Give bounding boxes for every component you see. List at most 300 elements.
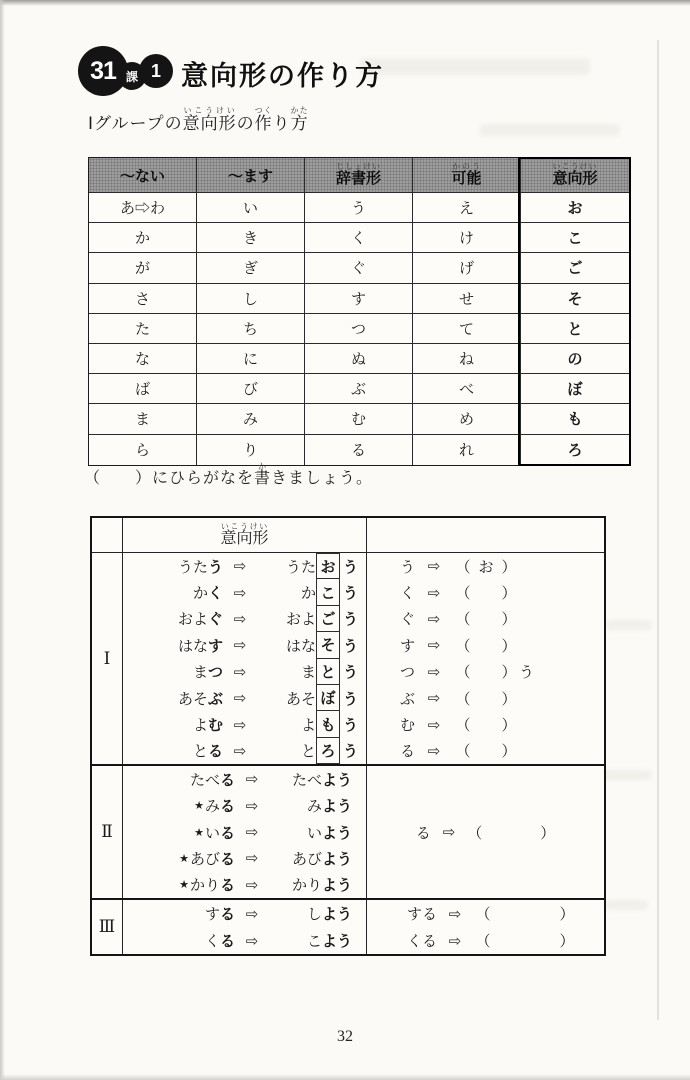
table1-header-cell [89, 158, 197, 193]
result-suffix: よう [321, 798, 352, 816]
result-stem: あそ [285, 691, 316, 708]
section-heading [88, 106, 309, 134]
result-suffix: う [343, 585, 359, 603]
source-verb [123, 579, 223, 605]
heading-segment [254, 106, 273, 133]
heading-segment [290, 106, 309, 133]
heading-segment [182, 106, 237, 133]
instruction-text: きましょう。 [271, 470, 374, 487]
result-suffix: う [343, 664, 359, 682]
star-icon: ★ [179, 852, 189, 865]
conjugation-row [123, 579, 366, 605]
exercise-row [367, 606, 604, 632]
source-stem: か [192, 586, 208, 603]
result-stem: うた [285, 559, 316, 576]
result-stem: か [300, 586, 316, 603]
arrow-icon: ⇨ [245, 849, 259, 868]
arrow-icon: ⇨ [245, 875, 259, 894]
source-ending: く [207, 585, 223, 603]
table1-cell: り [197, 435, 305, 465]
exercise-answer [473, 632, 499, 658]
source-stem: はな [177, 638, 208, 655]
result-verb [269, 766, 366, 792]
result-suffix: よう [321, 877, 352, 895]
table2-group [92, 553, 604, 764]
trailing-char [519, 711, 604, 737]
group-right-column [367, 553, 604, 764]
conjugation-row [123, 845, 366, 871]
result-suffix: う [343, 717, 359, 735]
table1-cell: げ [413, 253, 521, 283]
table1-cell: い [197, 193, 305, 223]
result-stem: あび [291, 851, 322, 868]
open-paren: （ [455, 612, 471, 629]
conjugation-row [123, 927, 366, 954]
table1-header-label [228, 165, 273, 186]
exercise-answer [473, 579, 499, 605]
result-suffix: う [343, 637, 359, 655]
star-icon: ★ [179, 879, 189, 892]
source-stem: およ [177, 612, 208, 629]
lesson-part: 1 [150, 60, 161, 81]
star-icon: ★ [194, 826, 204, 839]
group-label: Ⅱ [92, 766, 123, 898]
arrow-icon: ⇨ [427, 636, 441, 655]
exercise-row [367, 553, 604, 579]
furigana: じしょけい [335, 162, 381, 171]
result-suffix: よう [321, 771, 352, 789]
result-suffix: う [343, 690, 359, 708]
furigana: かた [290, 106, 309, 115]
arrow-icon: ⇨ [427, 609, 441, 628]
conjugation-row [123, 819, 366, 845]
exercise-char: くる [406, 934, 437, 951]
source-verb [123, 685, 223, 711]
arrow-icon: ⇨ [245, 823, 259, 842]
group-right-column [367, 900, 604, 954]
arrow-icon: ⇨ [427, 557, 441, 576]
source-ending: る [219, 824, 235, 842]
exercise-char: る [399, 744, 415, 761]
open-paren: （ [455, 744, 471, 761]
arrow-icon: ⇨ [448, 931, 462, 950]
arrow-icon: ⇨ [233, 689, 247, 708]
exercise-instruction [84, 462, 373, 488]
arrow-icon: ⇨ [233, 662, 247, 681]
source-verb [123, 845, 235, 871]
source-verb [123, 632, 223, 658]
result-stem: ま [300, 665, 316, 682]
page-edge-shadow-bottom [0, 1074, 690, 1080]
heading-text: り [272, 114, 291, 133]
table1-cell: え [413, 193, 521, 223]
header-text: 可能 [451, 170, 482, 187]
answer-box: ろ [316, 738, 340, 764]
furigana: いこうけい [552, 162, 598, 171]
result-stem: およ [285, 612, 316, 629]
table1-cell: あ⇨わ [89, 193, 197, 223]
table1-cell: く [305, 223, 413, 253]
page-edge-shadow-top [0, 0, 690, 6]
table1-cell: る [305, 435, 413, 465]
close-paren: ） [501, 612, 517, 629]
source-ending: る [219, 933, 235, 951]
source-ending: ぶ [207, 690, 223, 708]
trailing-char [519, 579, 604, 605]
instruction-text: 書 [254, 470, 272, 487]
source-stem: あび [189, 851, 220, 868]
table1-cell: ば [89, 374, 197, 404]
lesson-kanji: 課 [125, 69, 138, 84]
instruction-segment [271, 470, 373, 487]
table1-cell: ち [197, 314, 305, 344]
source-ending: る [219, 877, 235, 895]
close-paren: ） [501, 691, 517, 708]
table2-header-mid-cell [123, 518, 367, 552]
table1-cell: ぎ [197, 253, 305, 283]
table1-header-label [336, 162, 381, 188]
table1-cell: て [413, 314, 521, 344]
close-paren: ） [501, 665, 517, 682]
close-paren: ） [501, 718, 517, 735]
star-icon: ★ [194, 800, 204, 813]
open-paren: （ [455, 665, 471, 682]
exercise-row [367, 659, 604, 685]
source-ending: う [207, 558, 223, 576]
exercise-answer [473, 606, 499, 632]
table1-cell: ぶ [305, 374, 413, 404]
exercise-row [367, 927, 604, 954]
table1-cell: べ [413, 374, 521, 404]
table1-header-cell [197, 158, 305, 193]
heading-segment [88, 114, 183, 133]
source-stem: い [204, 825, 220, 842]
conjugation-row [123, 766, 366, 792]
open-paren: （ [455, 638, 471, 655]
source-verb [123, 872, 235, 898]
result-verb [269, 845, 366, 871]
arrow-icon: ⇨ [233, 715, 247, 734]
exercise-char: す [399, 638, 415, 655]
source-stem: たべ [189, 772, 220, 789]
arrow-icon: ⇨ [427, 662, 441, 681]
answer-box: こ [316, 579, 340, 605]
header-text: ～ない [119, 167, 165, 185]
result-suffix: う [343, 611, 359, 629]
table1-cell: の [521, 344, 629, 374]
table1-cell: み [197, 404, 305, 434]
conjugation-row [123, 900, 366, 927]
exercise-answer [473, 659, 499, 685]
result-verb [269, 900, 366, 927]
result-stem: かり [291, 878, 322, 895]
heading-text: 意向形 [182, 114, 237, 133]
table2-header-left-cell [92, 518, 123, 552]
exercise-answer [473, 711, 499, 737]
table1-cell: お [521, 193, 629, 223]
heading-text: の [236, 114, 255, 133]
heading-segment [237, 114, 255, 133]
print-bleed-artifact [480, 124, 620, 136]
exercise-answer [493, 927, 557, 954]
answer-box: も [316, 711, 340, 737]
table1-header-cell [521, 158, 629, 193]
conjugation-chart-table [88, 157, 630, 466]
header-text: ～ます [227, 167, 273, 185]
source-verb [123, 659, 223, 685]
answer-box: ご [316, 606, 340, 632]
source-ending: つ [207, 664, 223, 682]
source-verb [123, 927, 235, 954]
table1-cell: と [521, 314, 629, 344]
trailing-char [519, 553, 604, 579]
header-text: 意向形 [220, 530, 269, 547]
print-bleed-artifact [360, 58, 590, 75]
print-bleed-artifact [600, 770, 652, 780]
instruction-segment [254, 462, 272, 487]
result-stem: よ [300, 718, 316, 735]
result-suffix: よう [321, 850, 352, 868]
result-suffix: よう [321, 824, 352, 842]
trailing-char [519, 738, 604, 764]
page-edge-shadow-left [0, 0, 5, 1080]
result-stem: はな [285, 638, 316, 655]
table1-header-label [552, 162, 597, 188]
source-verb [123, 766, 235, 792]
table1-header-label [451, 162, 481, 188]
table1-cell: ろ [567, 442, 583, 460]
exercise-row [367, 738, 604, 764]
table1-cell: か [89, 223, 197, 253]
source-stem: と [192, 744, 208, 761]
exercise-table [90, 516, 606, 956]
table1-cell: ぐ [305, 253, 413, 283]
source-ending: る [219, 771, 235, 789]
arrow-icon: ⇨ [233, 583, 247, 602]
header-text: 意向形 [552, 170, 598, 187]
source-ending: ぐ [207, 611, 223, 629]
table1-cell: も [521, 404, 629, 434]
group-mid-column [123, 900, 367, 954]
table1-cell: が [89, 253, 197, 283]
source-ending: む [207, 717, 223, 735]
table2-header-label [220, 522, 268, 548]
source-stem: み [204, 799, 220, 816]
source-stem: よ [192, 718, 208, 735]
exercise-char: つ [399, 665, 415, 682]
open-paren: （ [475, 934, 491, 951]
source-verb [123, 606, 223, 632]
result-stem: み [306, 799, 322, 816]
arrow-icon: ⇨ [448, 904, 462, 923]
source-verb [123, 711, 223, 737]
result-suffix: よう [321, 933, 352, 951]
table1-cell: き [197, 223, 305, 253]
furigana: かのう [451, 162, 482, 171]
answer-box: ぼ [316, 685, 340, 711]
trailing-char [519, 685, 604, 711]
result-stem: こ [306, 934, 322, 951]
answer-box: と [316, 659, 340, 685]
table1-header-label [120, 165, 165, 186]
close-paren: ） [501, 586, 517, 603]
furigana: いこうけい [220, 522, 269, 531]
furigana: いこうけい [182, 106, 237, 115]
furigana: つく [254, 106, 273, 115]
exercise-answer: お [478, 559, 494, 576]
exercise-row [367, 685, 604, 711]
arrow-icon: ⇨ [233, 557, 247, 576]
table1-cell: ぬ [305, 344, 413, 374]
instruction-segment [84, 470, 254, 487]
group-right-column [367, 766, 604, 898]
result-verb [269, 927, 366, 954]
exercise-row [367, 711, 604, 737]
conjugation-row [123, 872, 366, 898]
arrow-icon: ⇨ [245, 931, 259, 950]
conjugation-row [123, 793, 366, 819]
table2-group [92, 898, 604, 954]
table1-cell: に [197, 344, 305, 374]
group-label: Ⅲ [92, 900, 123, 954]
close-paren: ） [559, 934, 575, 951]
conjugation-row [123, 632, 366, 658]
source-ending: る [219, 798, 235, 816]
table1-cell: せ [413, 284, 521, 314]
conjugation-row [123, 711, 366, 737]
result-suffix: う [343, 558, 359, 576]
result-verb [269, 793, 366, 819]
exercise-answer [493, 900, 557, 927]
result-suffix: よう [321, 906, 352, 924]
table1-cell: れ [413, 435, 521, 465]
table1-header-cell [305, 158, 413, 193]
table1-cell: け [413, 223, 521, 253]
conjugation-row [123, 738, 366, 764]
source-ending: す [207, 637, 223, 655]
exercise-char: ぶ [399, 691, 415, 708]
exercise-char: む [399, 718, 415, 735]
furigana: か [254, 462, 272, 471]
source-stem: ま [192, 665, 208, 682]
table1-cell: ら [89, 435, 197, 465]
answer-box: そ [316, 632, 340, 658]
source-ending: る [207, 743, 223, 761]
table1-header-cell [413, 158, 521, 193]
source-stem: かり [189, 878, 220, 895]
exercise-char: る [415, 825, 431, 842]
table1-cell: ご [521, 253, 629, 283]
close-paren: ） [501, 559, 517, 576]
source-ending: る [219, 850, 235, 868]
print-bleed-artifact [606, 620, 652, 630]
table1-cell: ぼ [521, 374, 629, 404]
arrow-icon: ⇨ [245, 904, 259, 923]
source-verb [123, 738, 223, 764]
arrow-icon: ⇨ [427, 741, 441, 760]
table1-cell: む [305, 404, 413, 434]
source-stem: あそ [177, 691, 208, 708]
table1-cell: ま [89, 404, 197, 434]
open-paren: （ [455, 586, 471, 603]
table1-cell: め [413, 404, 521, 434]
arrow-icon: ⇨ [233, 741, 247, 760]
arrow-icon: ⇨ [245, 796, 259, 815]
header-text: 辞書形 [335, 170, 381, 187]
table1-cell: し [197, 284, 305, 314]
trailing-char: う [519, 665, 535, 682]
heading-text: Ⅰグループの [88, 114, 183, 133]
exercise-char: う [399, 559, 415, 576]
table1-cell: な [89, 344, 197, 374]
source-verb [123, 900, 235, 927]
close-paren: ） [559, 907, 575, 924]
lesson-number: 31 [90, 56, 116, 85]
open-paren: （ [455, 691, 471, 708]
heading-text: 方 [290, 114, 309, 133]
arrow-icon: ⇨ [427, 689, 441, 708]
table1-cell: ね [413, 344, 521, 374]
arrow-icon: ⇨ [427, 583, 441, 602]
table1-cell: さ [89, 284, 197, 314]
result-verb [269, 872, 366, 898]
source-stem: す [204, 907, 220, 924]
source-verb [123, 793, 235, 819]
result-stem: と [300, 744, 316, 761]
group-mid-column [123, 553, 367, 764]
page-title: 意向形の作り方 [181, 61, 384, 91]
conjugation-row [123, 685, 366, 711]
conjugation-row [123, 659, 366, 685]
open-paren: （ [467, 825, 483, 842]
source-verb [123, 819, 235, 845]
result-stem: たべ [291, 772, 322, 789]
group-mid-column [123, 766, 367, 898]
heading-segment [273, 114, 291, 133]
exercise-answer [473, 685, 499, 711]
table1-cell: つ [305, 314, 413, 344]
exercise-row [367, 579, 604, 605]
table1-cell: そ [521, 284, 629, 314]
table1-cell: こ [521, 223, 629, 253]
arrow-icon: ⇨ [442, 823, 456, 842]
table1-cell: す [305, 284, 413, 314]
result-stem: し [306, 907, 322, 924]
arrow-icon: ⇨ [233, 609, 247, 628]
table1-cell: う [305, 193, 413, 223]
source-ending: る [219, 906, 235, 924]
exercise-row [367, 900, 604, 927]
result-verb [269, 819, 366, 845]
close-paren: ） [501, 638, 517, 655]
source-verb [123, 553, 223, 579]
exercise-char: する [406, 907, 437, 924]
table2-header-right-cell [367, 518, 604, 552]
result-suffix: う [343, 743, 359, 761]
exercise-answer [473, 738, 499, 764]
table2-header-row [92, 518, 604, 553]
page-edge-line [657, 40, 659, 1020]
group-label: Ⅰ [92, 553, 123, 764]
lesson-badge [78, 44, 178, 100]
exercise-row [367, 632, 604, 658]
trailing-char [519, 606, 604, 632]
result-stem: い [306, 825, 322, 842]
arrow-icon: ⇨ [427, 715, 441, 734]
exercise-char: ぐ [399, 612, 415, 629]
trailing-char [519, 632, 604, 658]
heading-text: 作 [254, 114, 273, 133]
